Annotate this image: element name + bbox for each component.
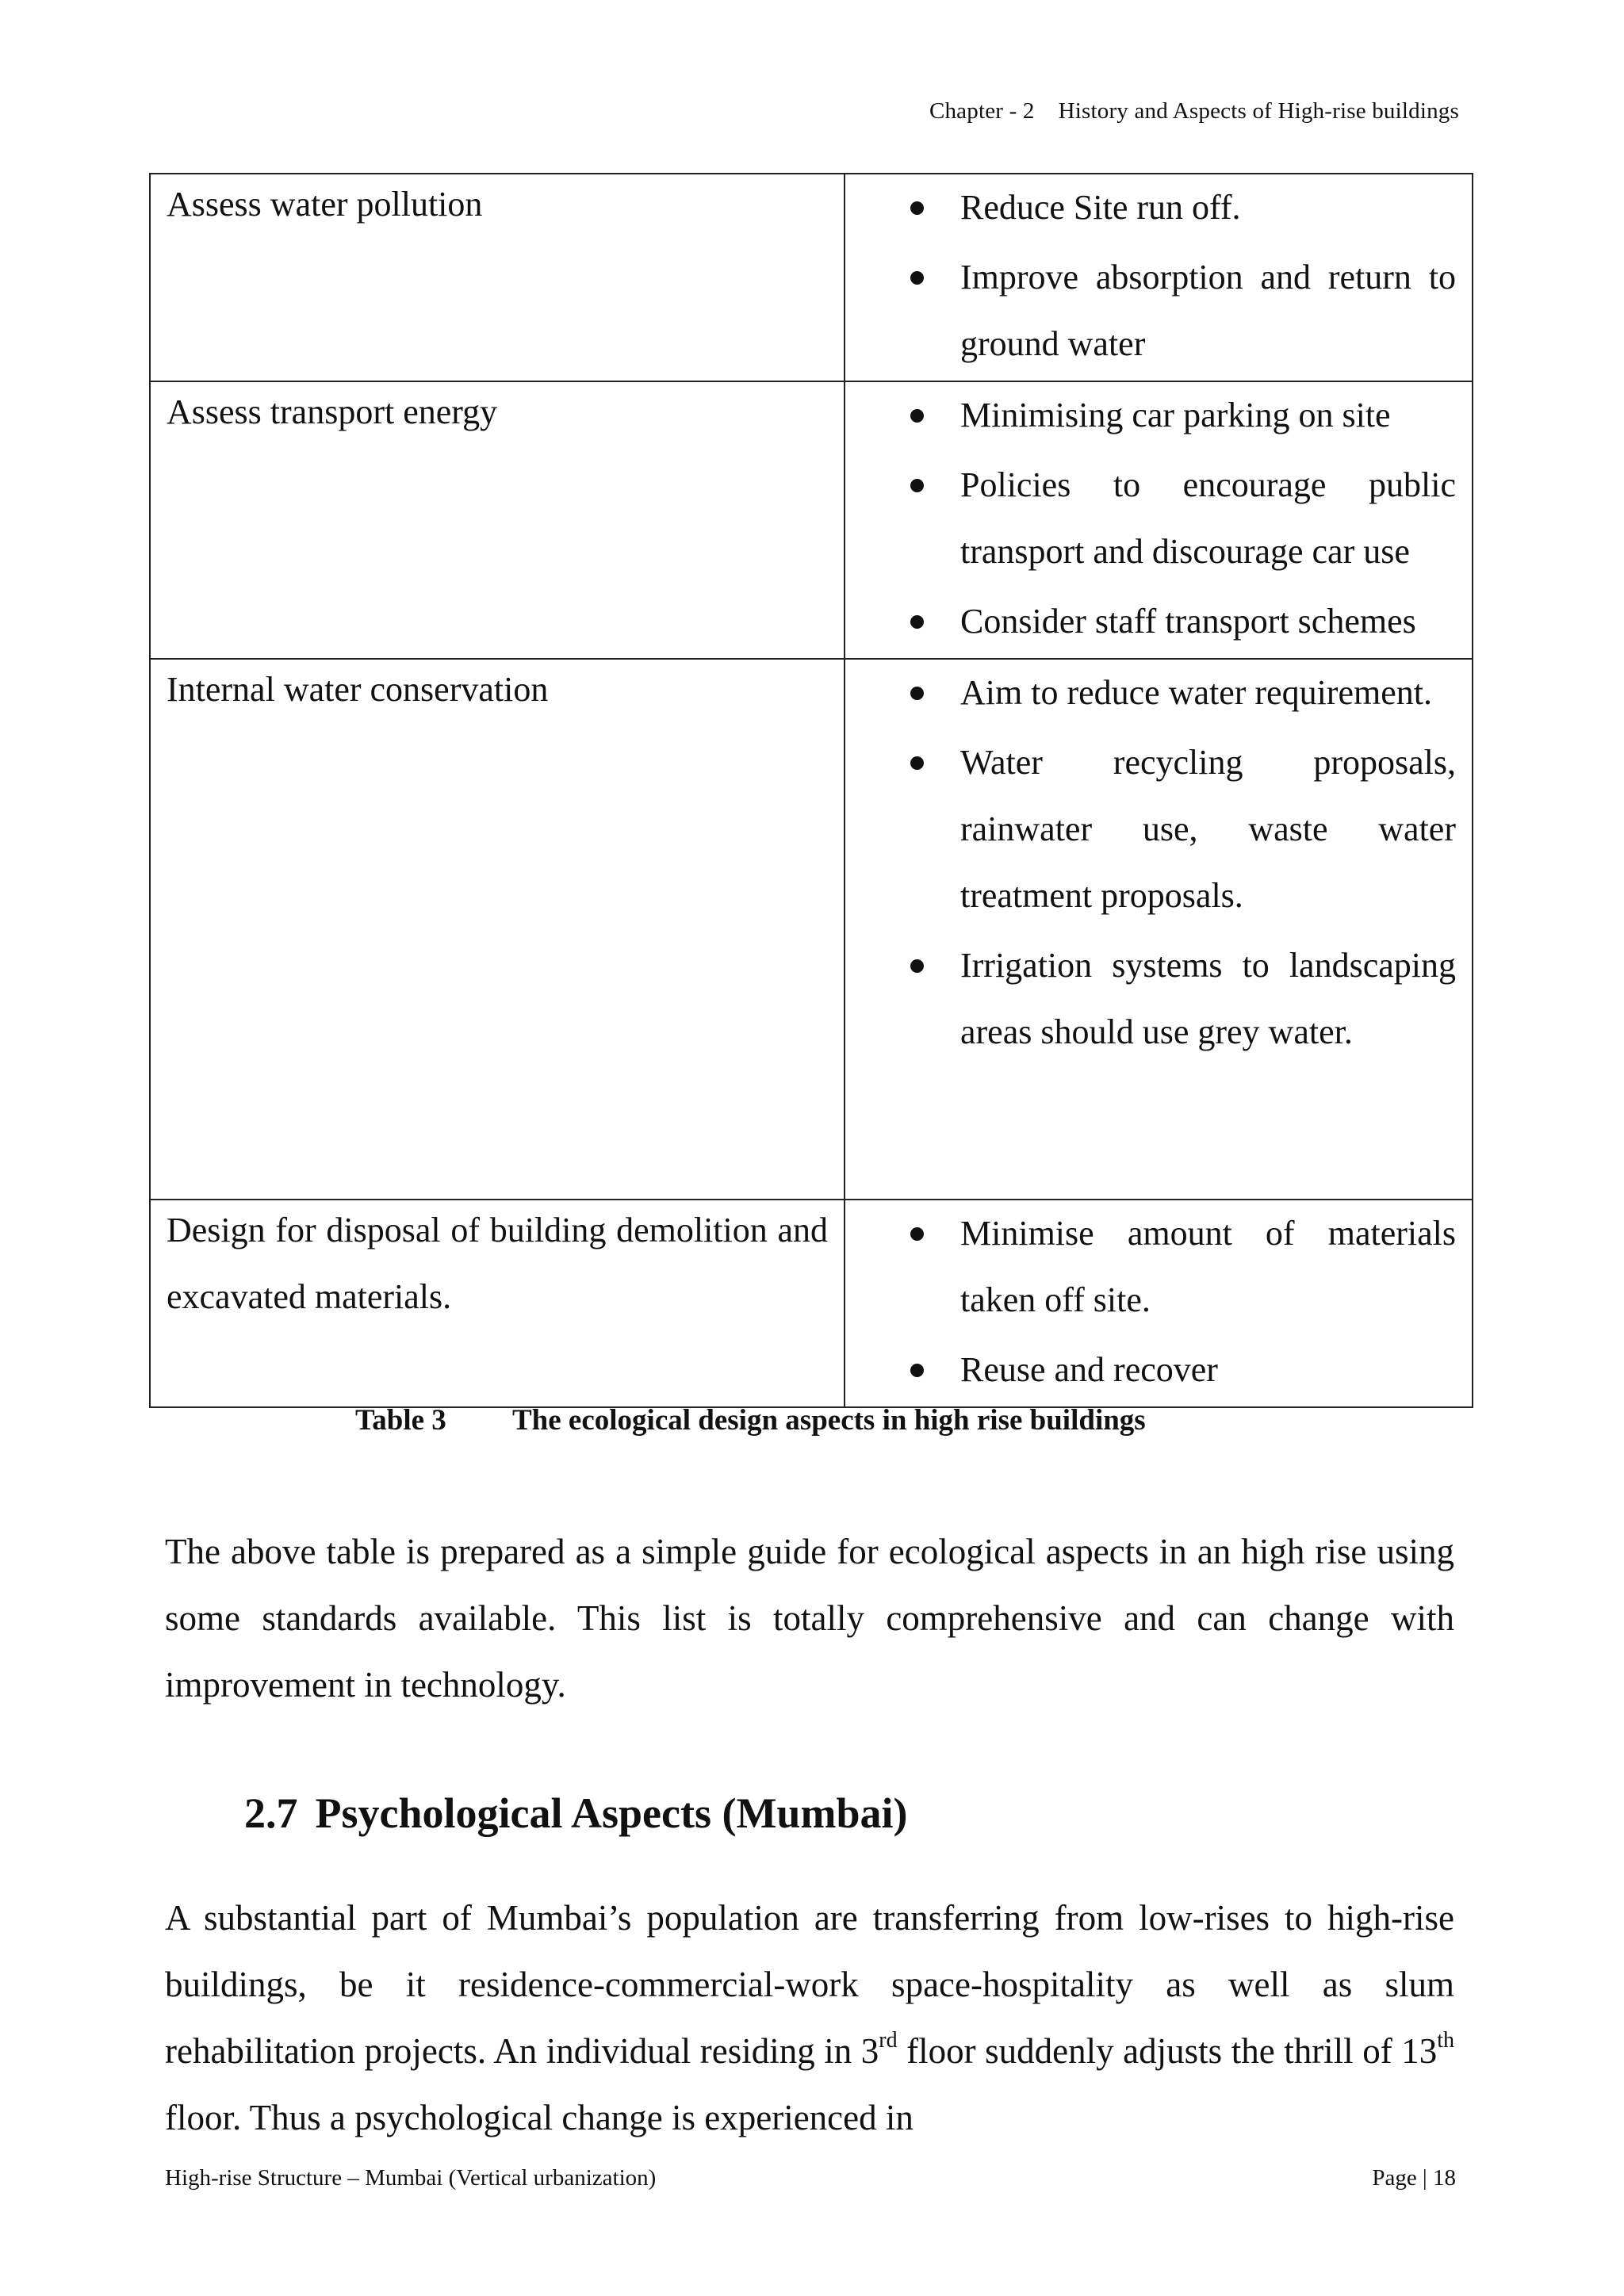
section-number: 2.7	[244, 1789, 298, 1837]
table-row	[150, 174, 1473, 381]
table-row	[150, 1200, 1473, 1407]
list-item: Minimising car parking on site	[845, 382, 1456, 449]
aspect-cell: Assess water pollution	[150, 174, 845, 381]
bullet-icon	[910, 1227, 924, 1241]
measures-cell	[845, 659, 1473, 1200]
body-paragraph-1: The above table is prepared as a simple guide for ecological aspects in an high rise using some standards available. This list is totally comprehensive and can change with improvement in technology.	[165, 1532, 1454, 1705]
list-item: Reduce Site run off.	[845, 174, 1456, 241]
bullet-icon	[910, 201, 924, 215]
bullet-icon	[910, 615, 924, 629]
running-header	[929, 98, 1459, 124]
measures-cell	[845, 1200, 1473, 1407]
header-title: History and Aspects of High-rise buildings	[1058, 98, 1459, 124]
ecological-design-table	[149, 173, 1473, 1408]
list-item: Reuse and recover	[845, 1337, 1456, 1403]
list-item: Irrigation systems to landscaping areas should use grey water.	[845, 932, 1456, 1066]
bullet-icon	[910, 409, 924, 423]
header-chapter: Chapter - 2	[929, 98, 1035, 124]
list-item: Policies to encourage public transport and discourage car use	[845, 452, 1456, 585]
footer-title: High-rise Structure – Mumbai (Vertical urbanization)	[165, 2165, 657, 2191]
bullet-icon	[910, 687, 924, 700]
table-row	[150, 659, 1473, 1200]
table-row	[150, 381, 1473, 659]
aspect-cell: Assess transport energy	[150, 381, 845, 659]
list-item: Aim to reduce water requirement.	[845, 660, 1456, 726]
aspect-cell: Design for disposal of building demolition and excavated materials.	[150, 1200, 845, 1407]
body-paragraph-2: A substantial part of Mumbai’s population are transferring from low-rises to high-rise buildings, be it residence-commercial-work space-hospitality as well as slum rehabilitation projects. An individual residing in 3rd floor suddenly adjusts the thrill of 13th floor. Thus a psychological change is experienced in	[165, 1898, 1455, 2137]
list-item: Consider staff transport schemes	[845, 588, 1456, 655]
list-item: Improve absorption and return to ground water	[845, 244, 1456, 377]
caption-title: The ecological design aspects in high rise buildings	[512, 1404, 1146, 1437]
page-number: Page | 18	[1372, 2165, 1456, 2191]
section-heading	[244, 1789, 907, 1838]
bullet-icon	[910, 1364, 924, 1377]
measures-cell	[845, 174, 1473, 381]
caption-number: Table 3	[355, 1404, 446, 1437]
list-item: Minimise amount of materials taken off site.	[845, 1200, 1456, 1334]
bullet-icon	[910, 959, 924, 973]
aspect-cell: Internal water conservation	[150, 659, 845, 1200]
section-title: Psychological Aspects (Mumbai)	[315, 1789, 908, 1837]
bullet-icon	[910, 479, 924, 492]
measures-cell	[845, 381, 1473, 659]
bullet-icon	[910, 756, 924, 770]
bullet-icon	[910, 271, 924, 285]
list-item: Water recycling proposals, rainwater use, waste water treatment proposals.	[845, 729, 1456, 929]
